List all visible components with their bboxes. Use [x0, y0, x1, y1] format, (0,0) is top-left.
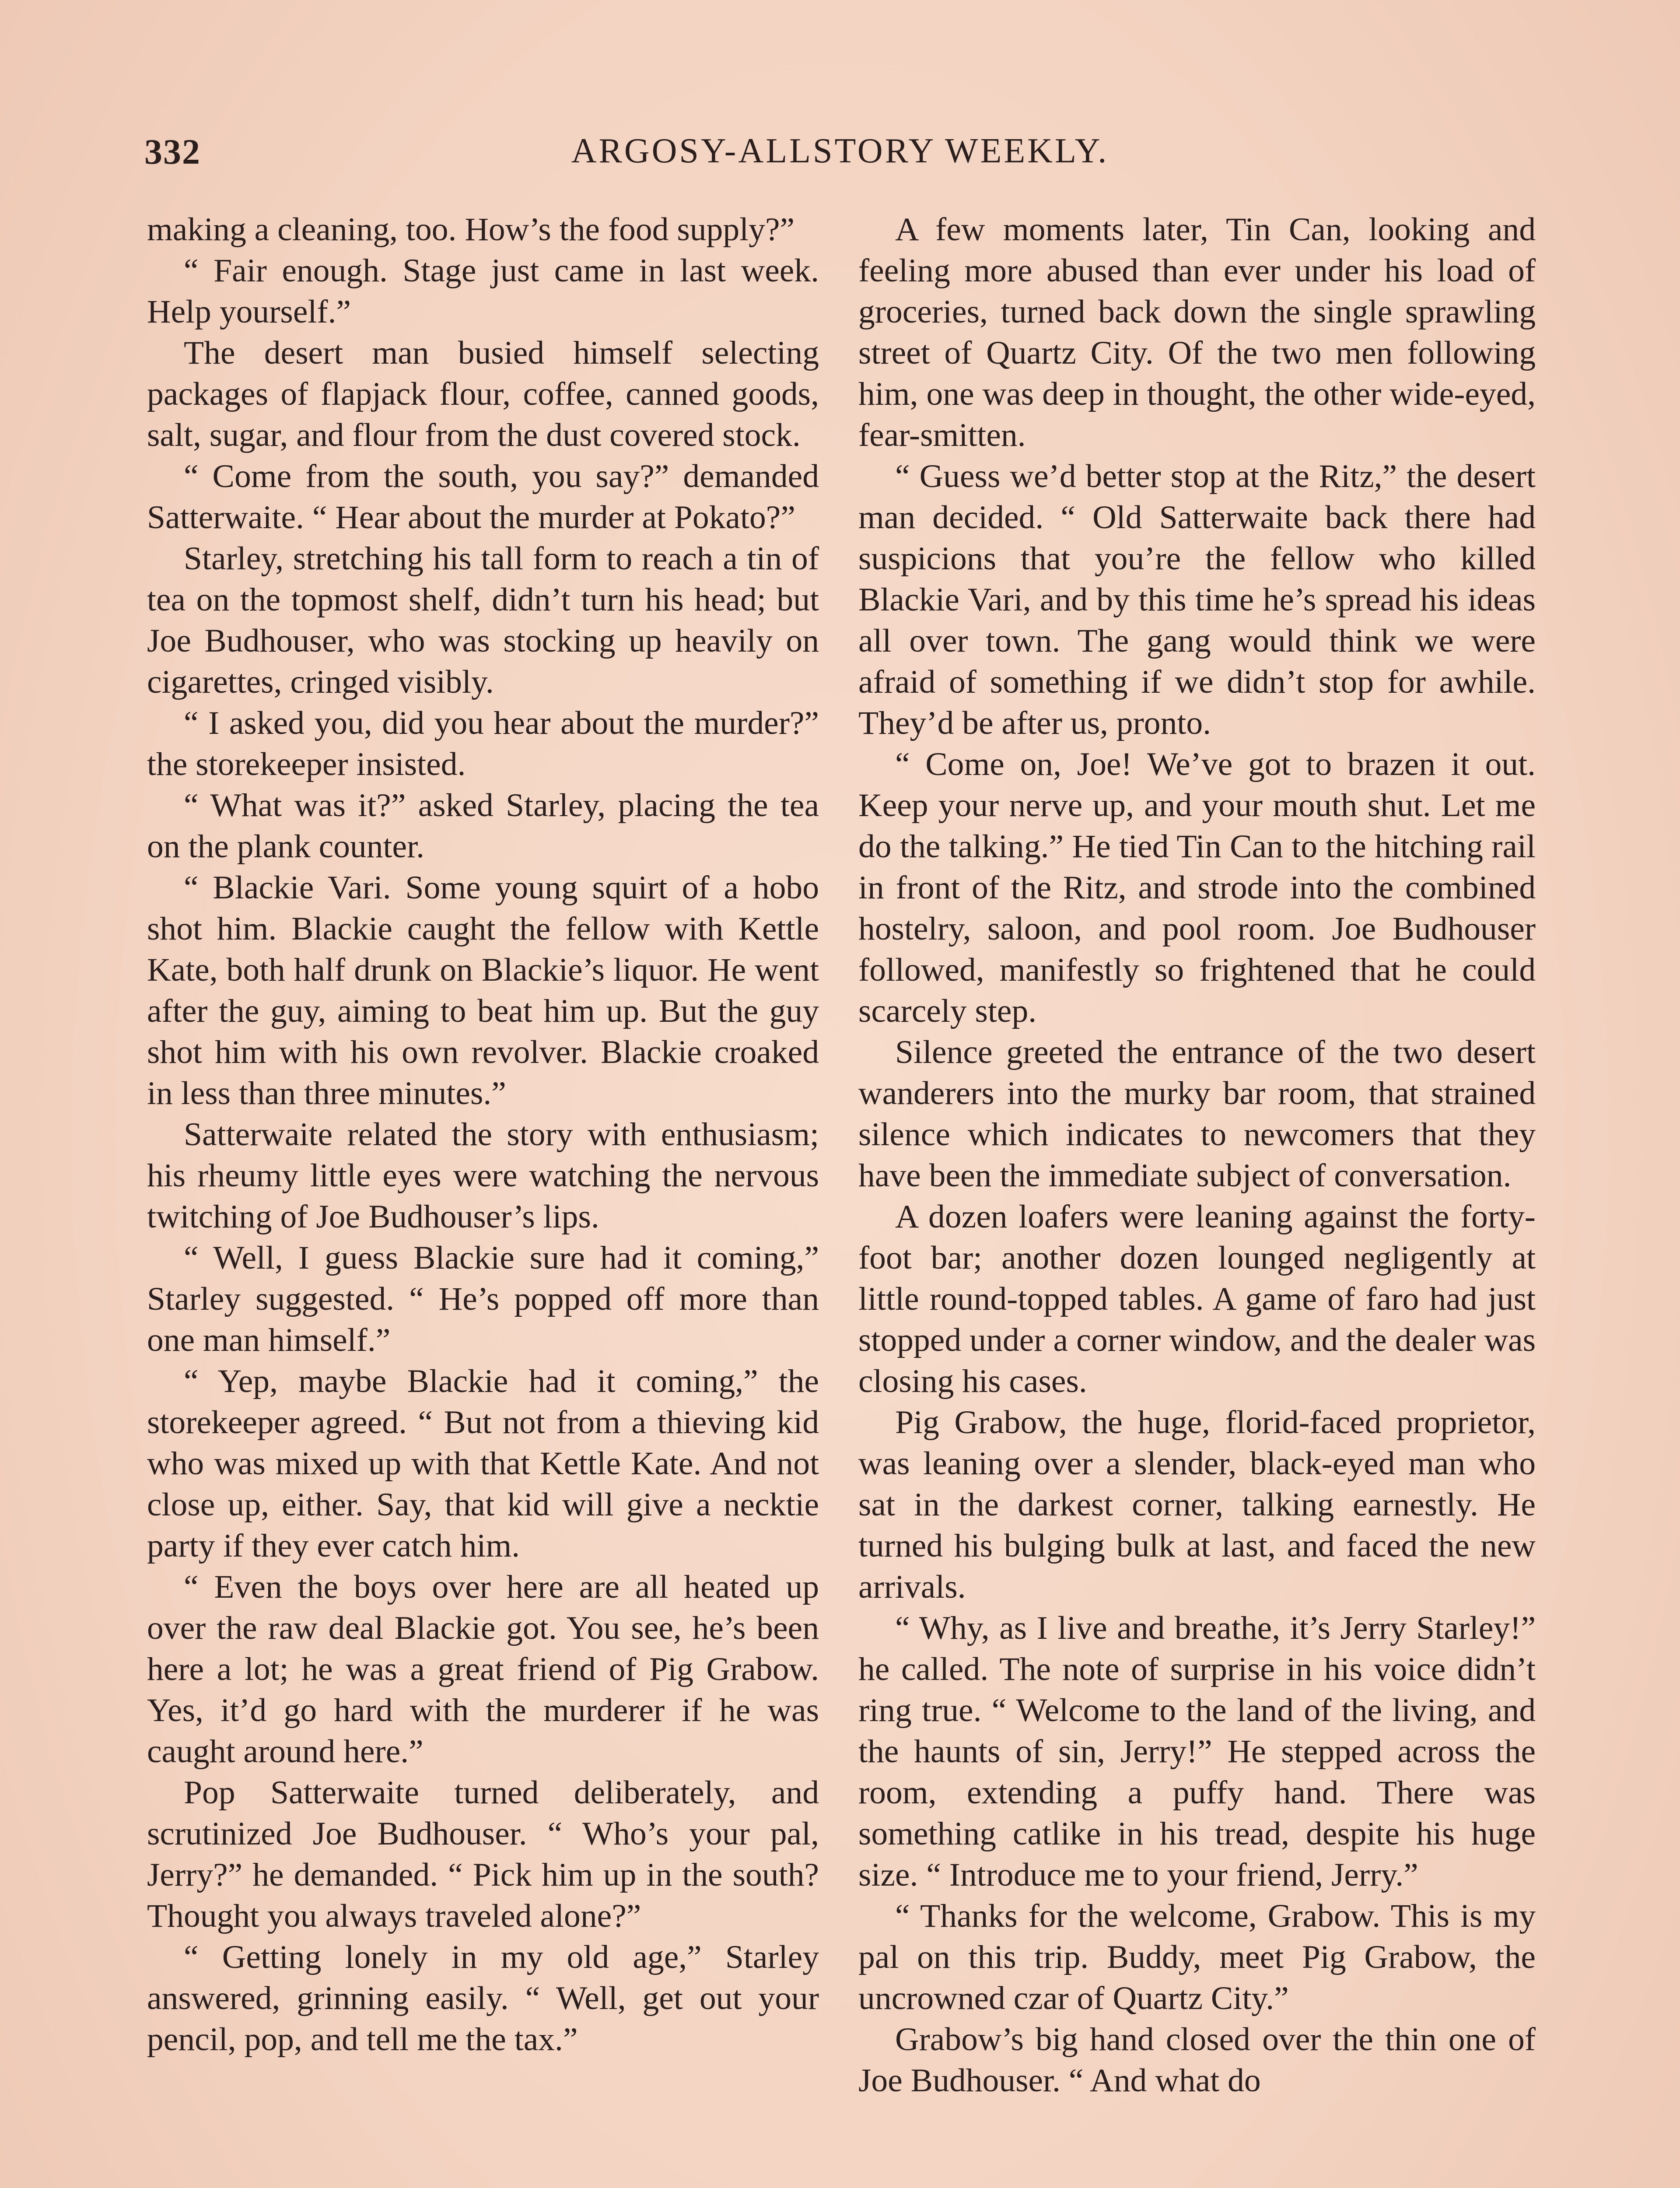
- right-column: [858, 209, 1536, 2101]
- paragraph: A few moments later, Tin Can, looking and feeling more abused than ever under his load of groceries, turned back down the single sprawling street of Quartz City. Of the two men following him, one was deep in thought, the other wide-eyed, fear-smitten.: [858, 211, 1536, 453]
- paragraph: Grabow’s big hand closed over the thin one of Joe Budhouser. “ And what do: [858, 2021, 1536, 2099]
- paragraph: “ What was it?” asked Starley, placing the tea on the plank counter.: [147, 787, 819, 865]
- paragraph: “ Why, as I live and breathe, it’s Jerry Starley!” he called. The note of surprise in his voice didn’t ring true. “ Welcome to the land of the living, and the haunts of sin, Jerry!” He stepped across the room, extending a puffy hand. There was something catlike in his tread, despite his huge size. “ Introduce me to your friend, Jerry.”: [858, 1610, 1536, 1893]
- paragraph: making a cleaning, too. How’s the food supply?”: [147, 211, 795, 248]
- paragraph: “ Blackie Vari. Some young squirt of a hobo shot him. Blackie caught the fellow with Kettle Kate, both half drunk on Blackie’s liquor. He went after the guy, aiming to beat him up. But the guy shot him with his own revolver. Blackie croaked in less than three minutes.”: [147, 870, 819, 1112]
- paragraph: “ Even the boys over here are all heated up over the raw deal Blackie got. You see, he’s been here a lot; he was a great friend of Pig Grabow. Yes, it’d go hard with the murderer if he was caught around here.”: [147, 1569, 819, 1770]
- paragraph: “ I asked you, did you hear about the murder?” the storekeeper insisted.: [147, 705, 819, 782]
- paragraph: “ Yep, maybe Blackie had it coming,” the storekeeper agreed. “ But not from a thieving kid who was mixed up with that Kettle Kate. And not close up, either. Say, that kid will give a necktie party if they ever catch him.: [147, 1363, 819, 1564]
- page-number: 332: [144, 132, 201, 172]
- left-column: [147, 209, 819, 2060]
- paragraph: A dozen loafers were leaning against the forty-foot bar; another dozen lounged negligently at little round-topped tables. A game of faro had just stopped under a corner window, and the dealer was closing his cases.: [858, 1199, 1536, 1399]
- paragraph: Starley, stretching his tall form to reach a tin of tea on the topmost shelf, didn’t turn his head; but Joe Budhouser, who was stocking up heavily on cigarettes, cringed visibly.: [147, 540, 819, 700]
- paragraph: “ Well, I guess Blackie sure had it coming,” Starley suggested. “ He’s popped off more than one man himself.”: [147, 1240, 819, 1358]
- paragraph: “ Guess we’d better stop at the Ritz,” the desert man decided. “ Old Satterwaite back there had suspicions that you’re the fellow who killed Blackie Vari, and by this time he’s spread his ideas all over town. The gang would think we were afraid of something if we didn’t stop for awhile. They’d be after us, pronto.: [858, 458, 1536, 741]
- paragraph: Satterwaite related the story with enthusiasm; his rheumy little eyes were watching the nervous twitching of Joe Budhouser’s lips.: [147, 1116, 819, 1235]
- paragraph: Pig Grabow, the huge, florid-faced proprietor, was leaning over a slender, black-eyed man who sat in the darkest corner, talking earnestly. He turned his bulging bulk at last, and faced the new arrivals.: [858, 1404, 1536, 1605]
- paragraph: “ Thanks for the welcome, Grabow. This is my pal on this trip. Buddy, meet Pig Grabow, the uncrowned czar of Quartz City.”: [858, 1898, 1536, 2016]
- paragraph: “ Fair enough. Stage just came in last week. Help yourself.”: [147, 252, 819, 330]
- running-title: ARGOSY-ALLSTORY WEEKLY.: [571, 132, 1109, 170]
- paragraph: “ Getting lonely in my old age,” Starley answered, grinning easily. “ Well, get out your pencil, pop, and tell me the tax.”: [147, 1939, 819, 2058]
- paragraph: “ Come from the south, you say?” demanded Satterwaite. “ Hear about the murder at Pokato?”: [147, 458, 819, 536]
- paragraph: Pop Satterwaite turned deliberately, and scrutinized Joe Budhouser. “ Who’s your pal, Jerry?” he demanded. “ Pick him up in the south? Thought you always traveled alone?”: [147, 1774, 819, 1934]
- paragraph: Silence greeted the entrance of the two desert wanderers into the murky bar room, that strained silence which indicates to newcomers that they have been the immediate subject of conversation.: [858, 1034, 1536, 1194]
- paragraph: The desert man busied himself selecting packages of flapjack flour, coffee, canned goods, salt, sugar, and flour from the dust covered stock.: [147, 335, 819, 453]
- page-header: [144, 131, 1536, 179]
- paragraph: “ Come on, Joe! We’ve got to brazen it out. Keep your nerve up, and your mouth shut. Let me do the talking.” He tied Tin Can to the hitching rail in front of the Ritz, and strode into the combined hostelry, saloon, and pool room. Joe Budhouser followed, manifestly so frightened that he could scarcely step.: [858, 746, 1536, 1029]
